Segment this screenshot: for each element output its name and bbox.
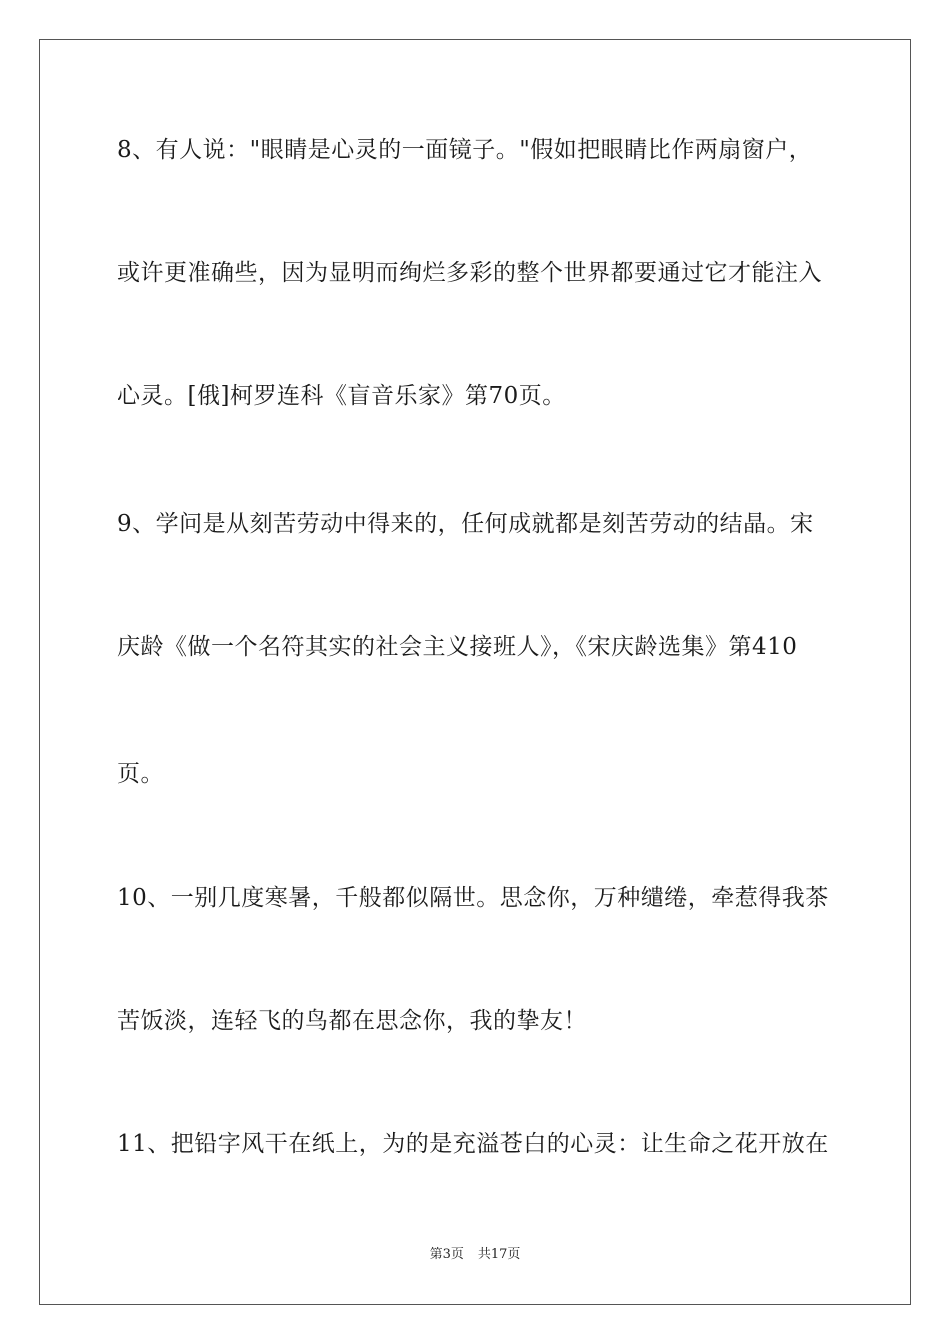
text-line: 苦饭淡，连轻飞的鸟都在思念你，我的挚友！ bbox=[117, 1008, 587, 1034]
page-number: 第3页 bbox=[429, 1247, 464, 1262]
page-footer bbox=[0, 1246, 950, 1264]
text-line: 9、学问是从刻苦劳动中得来的，任何成就都是刻苦劳动的结晶。宋 bbox=[117, 511, 814, 537]
text-line: 页。 bbox=[117, 761, 164, 787]
page-border bbox=[39, 39, 911, 1305]
text-line: 11、把铅字风干在纸上，为的是充溢苍白的心灵：让生命之花开放在 bbox=[117, 1131, 829, 1157]
text-line: 10、一别几度寒暑，千般都似隔世。思念你，万种缱绻，牵惹得我茶 bbox=[117, 885, 829, 911]
text-line: 庆龄《做一个名符其实的社会主义接班人》，《宋庆龄选集》第410 bbox=[117, 634, 798, 660]
text-line: 心灵。[俄]柯罗连科《盲音乐家》第70页。 bbox=[117, 383, 566, 409]
page-total: 共17页 bbox=[477, 1247, 521, 1262]
text-line: 8、有人说："眼睛是心灵的一面镜子。"假如把眼睛比作两扇窗户， bbox=[117, 137, 813, 163]
text-line: 或许更准确些，因为显明而绚烂多彩的整个世界都要通过它才能注入 bbox=[117, 260, 822, 286]
